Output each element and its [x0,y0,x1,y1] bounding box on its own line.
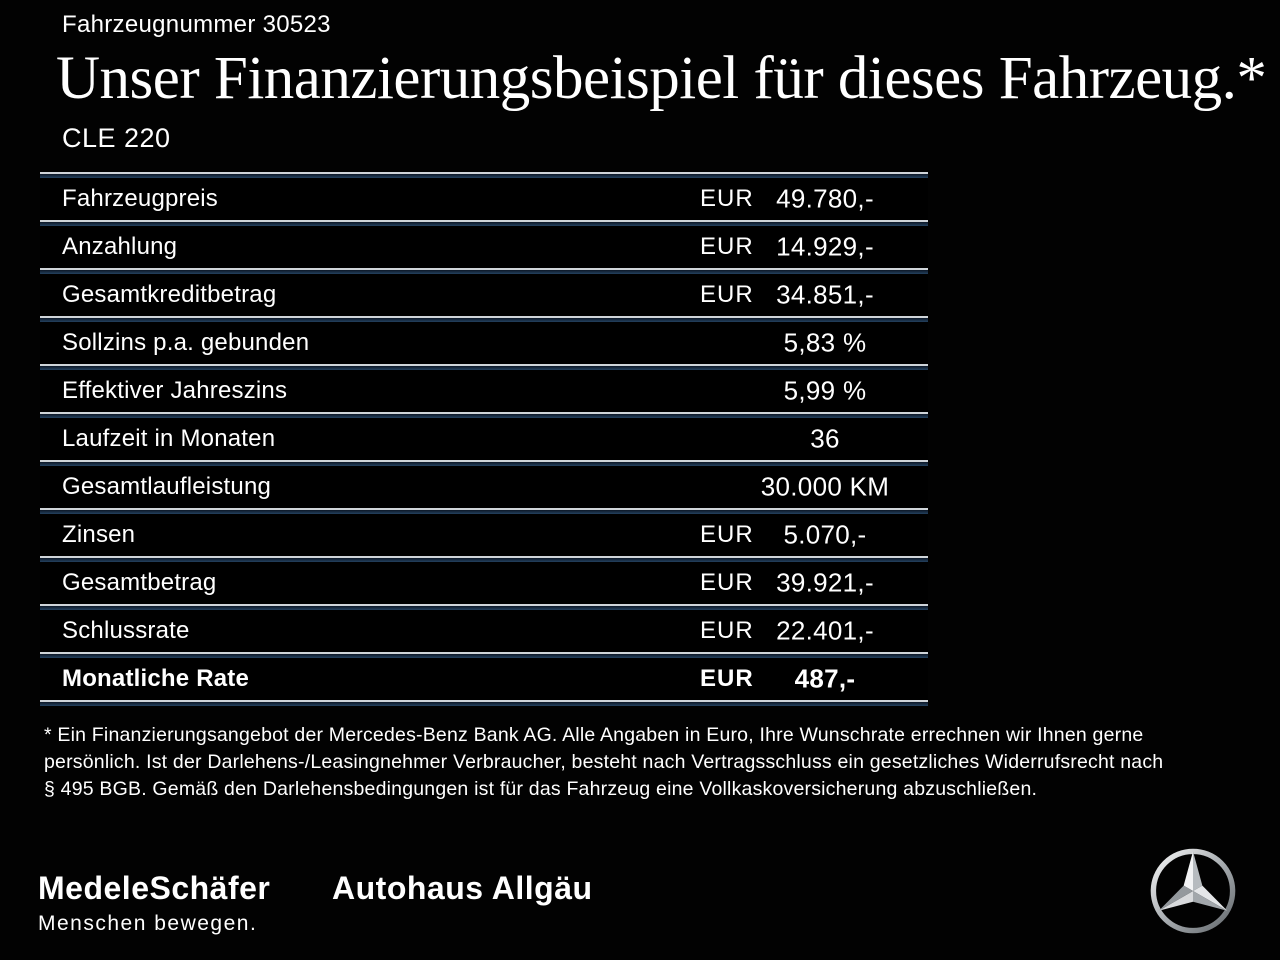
row-value: 5.070,- [783,519,867,550]
currency-label: EUR [700,617,754,644]
footnote-line: § 495 BGB. Gemäß den Darlehensbedingungen ist für das Fahrzeug eine Vollkaskoversicherung abzuschließen. [44,778,1038,800]
currency-label: EUR [700,665,754,692]
row-value: 34.851,- [776,279,874,310]
table-row [40,514,928,556]
autohaus-logo: Autohaus Allgäu [332,870,593,906]
row-label: Monatliche Rate [62,665,250,692]
currency-label: EUR [700,521,754,548]
currency-label: EUR [700,185,754,212]
row-label: Schlussrate [62,617,190,644]
row-value: 36 [810,423,840,454]
footnote-line: persönlich. Ist der Darlehens-/Leasingnehmer Verbraucher, besteht nach Vertragsschluss ein gesetzliches Widerrufsrecht nach [44,751,1164,773]
table-row [40,370,928,412]
row-value: 5,99 % [783,375,867,406]
page-title: Unser Finanzierungsbeispiel für dieses Fahrzeug.* [56,45,1267,112]
row-label: Effektiver Jahreszins [62,377,288,404]
financing-table [40,172,928,706]
vehicle-number: Fahrzeugnummer 30523 [62,11,331,38]
row-label: Sollzins p.a. gebunden [62,329,310,356]
table-row [40,610,928,652]
currency-label: EUR [700,281,754,308]
model-name: CLE 220 [62,123,171,153]
row-value: 487,- [794,663,856,694]
table-row [40,466,928,508]
row-label: Zinsen [62,521,136,548]
table-row [40,562,928,604]
table-row [40,274,928,316]
row-separator [40,700,928,706]
table-row [40,322,928,364]
row-value: 5,83 % [783,327,867,358]
currency-label: EUR [700,233,754,260]
row-value: 30.000 KM [760,471,890,502]
row-label: Gesamtkreditbetrag [62,281,277,308]
row-label: Fahrzeugpreis [62,185,219,212]
row-label: Laufzeit in Monaten [62,425,276,452]
footnote-line: * Ein Finanzierungsangebot der Mercedes-Benz Bank AG. Alle Angaben in Euro, Ihre Wunschrate errechnen wir Ihnen gerne [44,724,1144,746]
row-label: Gesamtlaufleistung [62,473,272,500]
table-row [40,178,928,220]
row-value: 39.921,- [776,567,874,598]
mercedes-star-icon [1148,846,1238,936]
table-row [40,658,928,700]
row-label: Gesamtbetrag [62,569,217,596]
footnote [44,722,1254,803]
row-value: 49.780,- [776,183,874,214]
table-row [40,418,928,460]
row-value: 14.929,- [776,231,874,262]
row-value: 22.401,- [776,615,874,646]
dealer-logo: MedeleSchäfer [38,870,271,906]
currency-label: EUR [700,569,754,596]
row-label: Anzahlung [62,233,178,260]
table-row [40,226,928,268]
dealer-tagline: Menschen bewegen. [38,912,258,935]
